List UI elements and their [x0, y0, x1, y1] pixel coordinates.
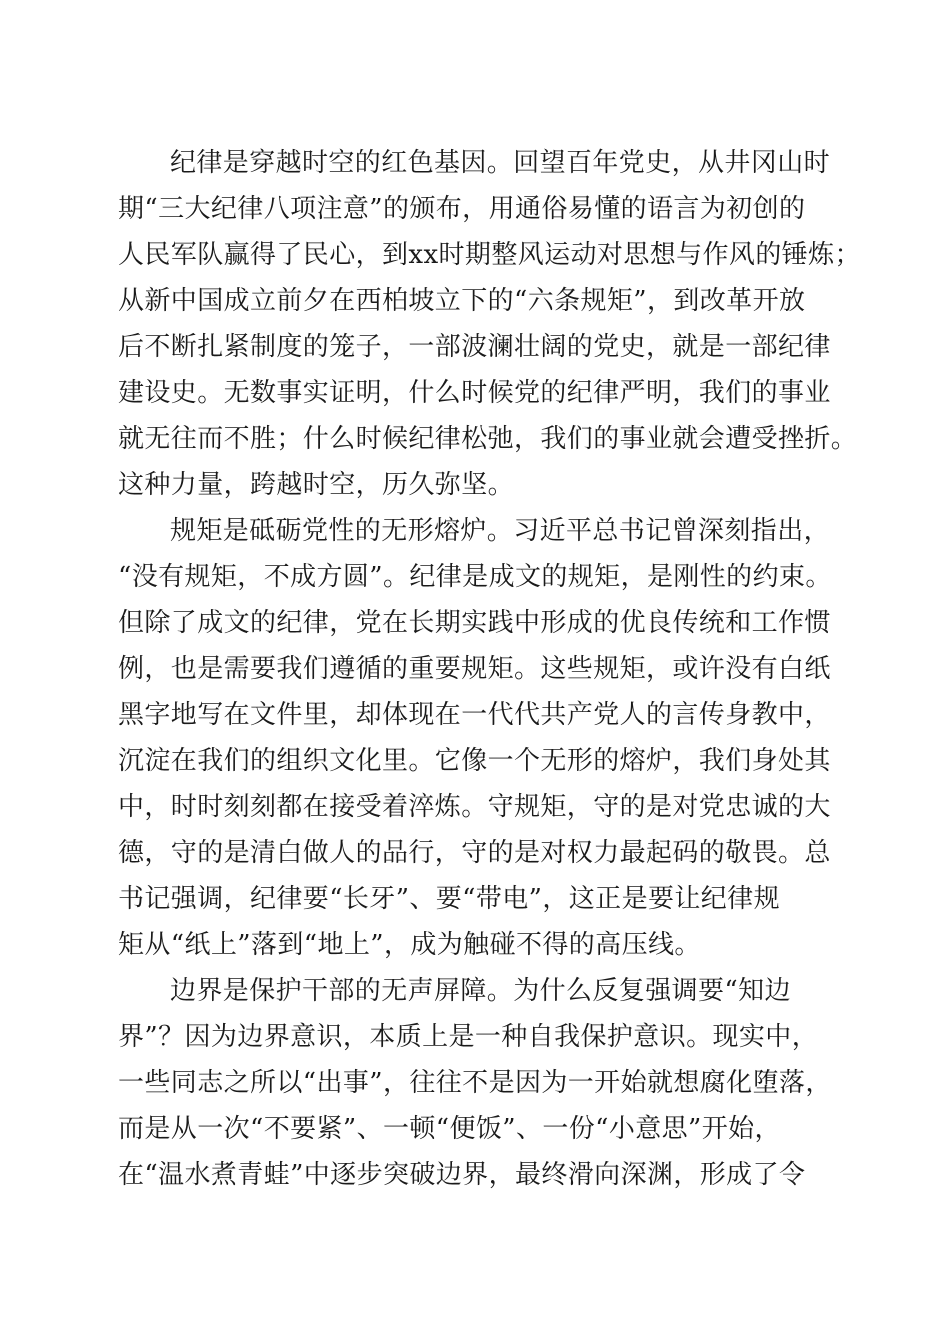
- text-line: 而是从一次“不要紧”、一顿“便饭”、一份“小意思”开始，: [118, 1114, 781, 1144]
- text-line: 但除了成文的纪律，党在长期实践中形成的优良传统和工作惯: [118, 608, 831, 638]
- text-line: 例，也是需要我们遵循的重要规矩。这些规矩，或许没有白纸: [118, 654, 831, 684]
- text-line: 中，时时刻刻都在接受着淬炼。守规矩，守的是对党忠诚的大: [118, 792, 831, 822]
- text-line: 从新中国成立前夕在西柏坡立下的“六条规矩”，到改革开放: [118, 286, 806, 316]
- paragraph-discipline: [118, 140, 861, 508]
- text-line: 人民军队赢得了民心，到xx时期整风运动对思想与作风的锤炼；: [118, 240, 861, 270]
- text-line: 界”？因为边界意识，本质上是一种自我保护意识。现实中，: [118, 1022, 819, 1052]
- text-line: 一些同志之所以“出事”，往往不是因为一开始就想腐化堕落，: [118, 1068, 832, 1098]
- paragraph-rules: [118, 508, 834, 968]
- document-body: [118, 140, 861, 1198]
- text-line: 这种力量，跨越时空，历久弥坚。: [118, 470, 515, 500]
- text-line: 矩从“纸上”落到“地上”，成为触碰不得的高压线。: [118, 930, 701, 960]
- text-line: 边界是保护干部的无声屏障。为什么反复强调要“知边: [170, 976, 791, 1006]
- text-line: 规矩是砥砺党性的无形熔炉。习近平总书记曾深刻指出，: [170, 516, 831, 546]
- text-line: 在“温水煮青蛙”中逐步突破边界，最终滑向深渊，形成了令: [118, 1160, 806, 1190]
- text-line: 建设史。无数事实证明，什么时候党的纪律严明，我们的事业: [118, 378, 831, 408]
- text-line: 后不断扎紧制度的笼子，一部波澜壮阔的党史，就是一部纪律: [118, 332, 831, 362]
- text-line: 纪律是穿越时空的红色基因。回望百年党史，从井冈山时: [170, 148, 831, 178]
- text-line: “没有规矩，不成方圆”。纪律是成文的规矩，是刚性的约束。: [118, 562, 832, 592]
- text-line: 书记强调，纪律要“长牙”、要“带电”，这正是要让纪律规: [118, 884, 780, 914]
- text-line: 德，守的是清白做人的品行，守的是对权力最起码的敬畏。总: [118, 838, 831, 868]
- text-line: 期“三大纪律八项注意”的颁布，用通俗易懂的语言为初创的: [118, 194, 806, 224]
- paragraph-boundary: [118, 968, 834, 1198]
- text-line: 黑字地写在文件里，却体现在一代代共产党人的言传身教中，: [118, 700, 831, 730]
- text-line: 就无往而不胜；什么时候纪律松弛，我们的事业就会遭受挫折。: [118, 424, 858, 454]
- text-line: 沉淀在我们的组织文化里。它像一个无形的熔炉，我们身处其: [118, 746, 831, 776]
